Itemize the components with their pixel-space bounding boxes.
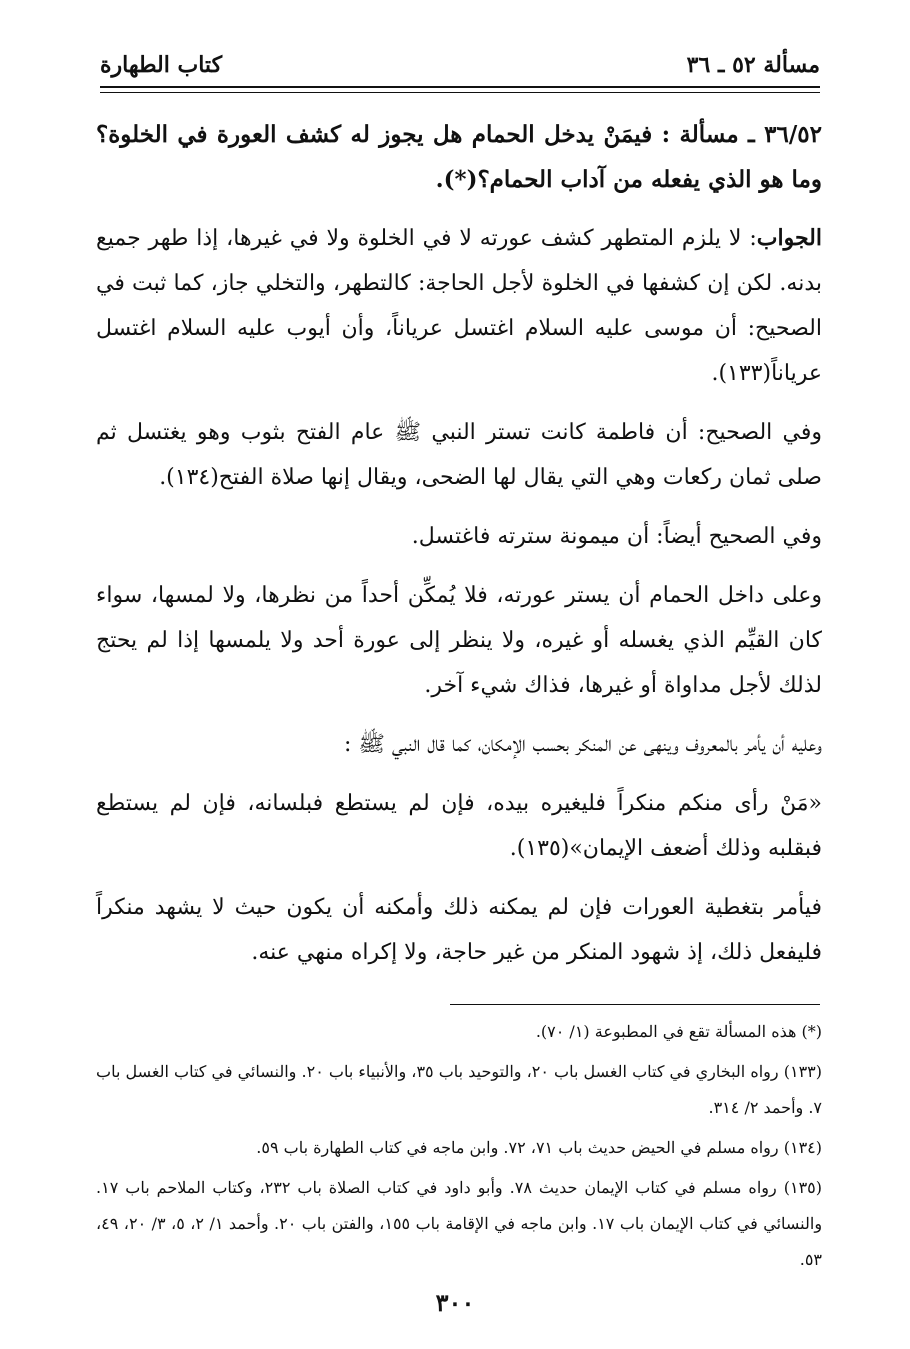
- answer-lead: الجواب: [756, 225, 822, 251]
- footnote-star: (*) هذه المسألة تقع في المطبوعة (١/ ٧٠).: [535, 1022, 822, 1041]
- footnote-135: (١٣٥) رواه مسلم في كتاب الإيمان حديث ٧٨. وأبو داود في كتاب الصلاة باب ٢٣٢، وكتاب الملاحم باب ١٧. والنسائي في كتاب الإيمان باب ١٧. وابن ماجه في الإقامة باب ١٥٥، والفتن باب ٢٠. وأحمد ١/ ٢، ٥، ٣/ ٢٠، ٤٩، ٥٣.: [96, 1178, 823, 1269]
- header-book-title: كتاب الطهارة: [100, 52, 223, 78]
- header-rule-thin: [100, 92, 820, 93]
- footnotes: [96, 1014, 822, 1282]
- question-title: ٣٦/٥٢ ـ مسألة : فيمَنْ يدخل الحمام هل يجوز له كشف العورة في الخلوة؟ وما هو الذي يفعله من آداب الحمام؟(*).: [96, 121, 822, 193]
- footnote-rule: [450, 1004, 820, 1005]
- paragraph-enjoin-good: وعليه أن يأمر بالمعروف وينهى عن المنكر بحسب الإمكان، كما قال النبي ﷺ :: [343, 732, 822, 757]
- footnote-133: (١٣٣) رواه البخاري في كتاب الغسل باب ٢٠، والتوحيد باب ٣٥، والأنبياء باب ٢٠. والنسائي في كتاب الغسل باب ٧. وأحمد ٢/ ٣١٤.: [96, 1062, 823, 1117]
- header-rule-thick: [100, 86, 820, 88]
- answer-paragraph: [96, 216, 822, 396]
- hadith-quote: «مَنْ رأى منكم منكراً فليغيره بيده، فإن لم يستطع فبلسانه، فإن لم يستطع فبقلبه وذلك أضعف الإيمان»(١٣٥).: [96, 791, 822, 861]
- paragraph-maymuna: وفي الصحيح أيضاً: أن ميمونة سترته فاغتسل.: [411, 524, 822, 549]
- answer-text: : لا يلزم المتطهر كشف عورته لا في الخلوة ولا في غيرها، إذا طهر جميع بدنه. لكن إن كشفها في الخلوة لأجل الحاجة: كالتطهر، والتخلي جاز، كما ثبت في الصحيح: أن موسى عليه السلام اغتسل عرياناً، وأن أيوب عليه السلام اغتسل عرياناً(١٣٣).: [96, 226, 822, 386]
- footnote-134: (١٣٤) رواه مسلم في الحيض حديث باب ٧١، ٧٢. وابن ماجه في كتاب الطهارة باب ٥٩.: [256, 1138, 822, 1157]
- paragraph-cover-awrah: فيأمر بتغطية العورات فإن لم يمكنه ذلك وأمكنه أن يكون حيث لا يشهد منكراً فليفعل ذلك، إذ شهود المنكر من غير حاجة، ولا إكراه منهي عنه.: [96, 895, 822, 965]
- header-issue-label: مسألة ٥٢ ـ ٣٦: [686, 52, 820, 78]
- paragraph-bath-entrant: وعلى داخل الحمام أن يستر عورته، فلا يُمكِّن أحداً من نظرها، ولا لمسها، سواء كان القيِّم الذي يغسله أو غيره، ولا ينظر إلى عورة أحد ولا يلمسها إذا لم يحتج لذلك لأجل مداواة أو غيرها، فذاك شيء آخر.: [96, 583, 823, 698]
- page-number: ٣٠٠: [435, 1288, 475, 1317]
- paragraph-fatima: وفي الصحيح: أن فاطمة كانت تستر النبي ﷺ عام الفتح بثوب وهو يغتسل ثم صلى ثمان ركعات وهي التي يقال لها الضحى، ويقال إنها صلاة الفتح(١٣٤).: [96, 420, 822, 490]
- main-text: [96, 112, 822, 989]
- running-header: [100, 52, 820, 84]
